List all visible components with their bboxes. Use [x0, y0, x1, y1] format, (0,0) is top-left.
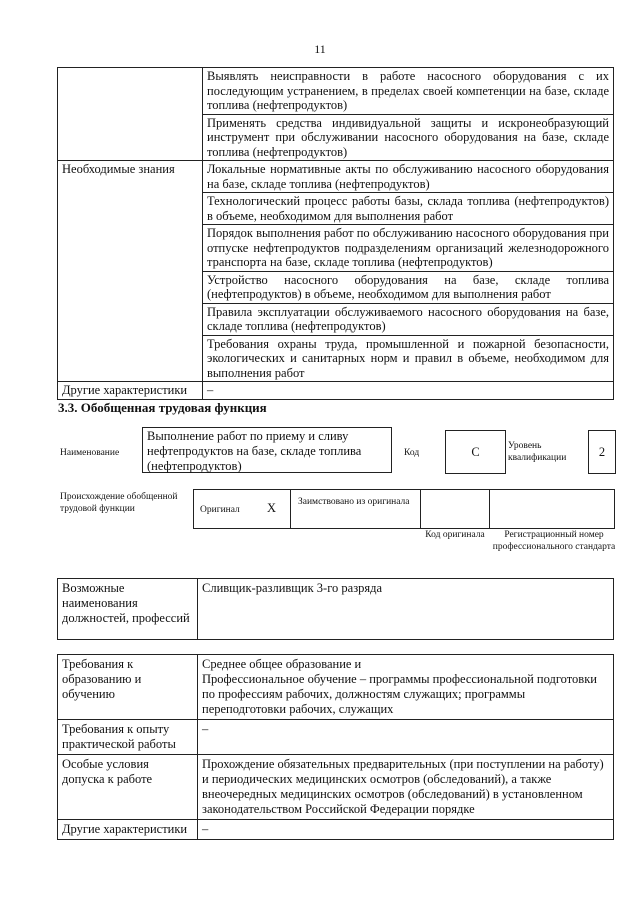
level-label: Уровень квалификации [508, 441, 567, 463]
code-label: Код [404, 448, 420, 458]
education-line: Профессиональное обучение – программы профессиональной подготовки по профессиям рабочих, должностям служащих; программы переподготовки рабочих, служащих [202, 672, 597, 716]
admission-label: Особые условия допуска к работе [58, 755, 198, 820]
other-characteristics-value: – [203, 382, 614, 400]
education-value [198, 655, 614, 720]
knowledge-item: Локальные нормативные акты по обслуживанию насосного оборудования на базе, складе топлива (нефтепродуктов) [203, 161, 614, 193]
positions-label: Возможные наименования должностей, профессий [58, 579, 198, 640]
borrowed-label: Заимствовано из оригинала [298, 497, 410, 507]
code-original-caption: Код оригинала [425, 530, 485, 540]
reg-number-caption: Регистрационный номер профессионального стандарта [492, 530, 616, 552]
skills-label-cell [58, 68, 203, 161]
education-line: Среднее общее образование и [202, 657, 362, 671]
function-name: Выполнение работ по приему и сливу нефтепродуктов на базе, складе топлива (нефтепродуктов) [147, 429, 362, 473]
other-label: Другие характеристики [58, 820, 198, 840]
education-label: Требования к образованию и обучению [58, 655, 198, 720]
knowledge-item: Правила эксплуатации обслуживаемого насосного оборудования на базе, складе топлива (нефтепродуктов) [203, 303, 614, 335]
knowledge-item: Технологический процесс работы базы, склада топлива (нефтепродуктов) в объеме, необходимом для выполнения работ [203, 193, 614, 225]
function-name-box [142, 427, 392, 473]
name-label: Наименование [60, 448, 120, 458]
original-label: Оригинал [200, 505, 240, 515]
origin-box [193, 489, 615, 529]
experience-label: Требования к опыту практической работы [58, 720, 198, 755]
positions-value: Сливщик-разливщик 3-го разряда [198, 579, 614, 640]
admission-value: Прохождение обязательных предварительных (при поступлении на работу) и периодических медицинских осмотров (обследований), а также внеочередных медицинских осмотров (обследований) в установленном законодательством Российской Федерации порядке [198, 755, 614, 820]
other-characteristics-label: Другие характеристики [58, 382, 203, 400]
skill-item: Выявлять неисправности в работе насосного оборудования с их последующим устранением, в пределах своей компетенции на базе, складе топлива (нефтепродуктов) [203, 68, 614, 115]
page-number: 11 [314, 42, 326, 56]
knowledge-item: Требования охраны труда, промышленной и пожарной безопасности, экологических и санитарных норм и правил в объеме, необходимом для выполнения работ [203, 335, 614, 382]
origin-label: Происхождение обобщенной трудовой функции [60, 492, 178, 514]
other-value: – [198, 820, 614, 840]
origin-divider [290, 490, 291, 528]
level-box [588, 430, 616, 474]
origin-divider [420, 490, 421, 528]
knowledge-item: Порядок выполнения работ по обслуживанию насосного оборудования при отпуске нефтепродуктов подразделениям организаций железнодорожного транспорта на базе, складе топлива (нефтепродуктов) [203, 225, 614, 272]
requirements-table [57, 654, 614, 840]
knowledge-label: Необходимые знания [58, 161, 203, 382]
experience-value: – [198, 720, 614, 755]
knowledge-skills-table [57, 67, 614, 400]
skill-item: Применять средства индивидуальной защиты и искронеобразующий инструмент при обслуживании насосного оборудования на базе, складе топлива (нефтепродуктов) [203, 114, 614, 161]
positions-table [57, 578, 614, 640]
code-value: С [471, 444, 480, 459]
level-value: 2 [598, 444, 606, 459]
origin-divider [489, 490, 490, 528]
original-mark: X [267, 501, 277, 515]
section-heading: 3.3. Обобщенная трудовая функция [58, 400, 267, 415]
code-box [445, 430, 506, 474]
knowledge-item: Устройство насосного оборудования на базе, складе топлива (нефтепродуктов) в объеме, необходимом для выполнения работ [203, 271, 614, 303]
